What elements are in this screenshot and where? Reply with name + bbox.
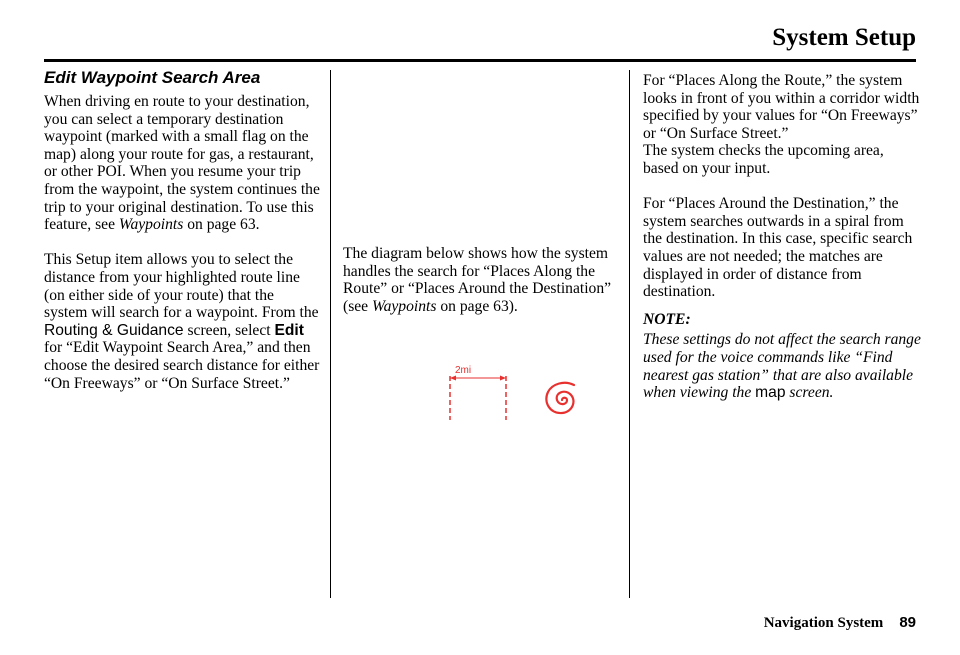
footer-label: Navigation System — [763, 615, 884, 631]
routing-guidance-screen-name: Routing & Guidance — [44, 321, 184, 339]
page-header-title: System Setup — [772, 24, 916, 51]
column-middle — [343, 245, 623, 315]
page-number: 89 — [899, 614, 916, 631]
setup-paragraph: This Setup item allows you to select the distance from your highlighted route line (on either side of your route) that the system will search for a waypoint. From the Routing & Guidance screen, select Edit for “Edit Waypoint Search Area,” and then choose the desired search distance for either “On Freeways” or “On Surface Street.” — [44, 251, 320, 392]
section-heading: Edit Waypoint Search Area — [44, 68, 261, 87]
upcoming-area-paragraph: The system checks the upcoming area, based on your input. — [643, 142, 884, 177]
waypoints-reference: Waypoints — [118, 216, 184, 234]
header-rule — [44, 59, 916, 62]
note-heading: NOTE: — [643, 310, 691, 328]
column-left — [44, 68, 320, 392]
search-area-diagram — [440, 362, 600, 428]
edit-button-name: Edit — [274, 321, 304, 339]
spiral-search-icon — [546, 383, 574, 413]
along-route-paragraph: For “Places Along the Route,” the system looks in front of you within a corridor width specified by your values for “On Freeways” or “On Surface Street.” — [643, 72, 920, 142]
map-screen-name: map — [755, 384, 786, 402]
column-divider-right — [629, 70, 630, 598]
note-text: These settings do not affect the search range used for the voice commands like “Find nearest gas station” that are also available when viewing the map screen. — [643, 331, 921, 402]
arrow-head-right — [500, 376, 506, 381]
distance-label: 2mi — [455, 365, 472, 376]
intro-paragraph: When driving en route to your destination, you can select a temporary destination waypoint (marked with a small flag on the map) along your route for gas, a restaurant, or other POI. When you resume your trip from the waypoint, the system continues the trip to your original destination. To use this feature, see Waypoints on page 63. — [44, 93, 320, 234]
around-destination-paragraph: For “Places Around the Destination,” the system searches outwards in a spiral from the destination. In this case, specific search values are not needed; the matches are displayed in order of distance from destination. — [643, 195, 913, 301]
column-divider-left — [330, 70, 331, 598]
column-right — [643, 72, 923, 402]
diagram-caption: The diagram below shows how the system handles the search for “Places Along the Route” or “Places Around the Destination” (see Waypoints on page 63). — [343, 245, 612, 315]
page-footer — [764, 614, 916, 632]
waypoints-reference-2: Waypoints — [372, 297, 437, 315]
arrow-head-left — [450, 376, 456, 381]
